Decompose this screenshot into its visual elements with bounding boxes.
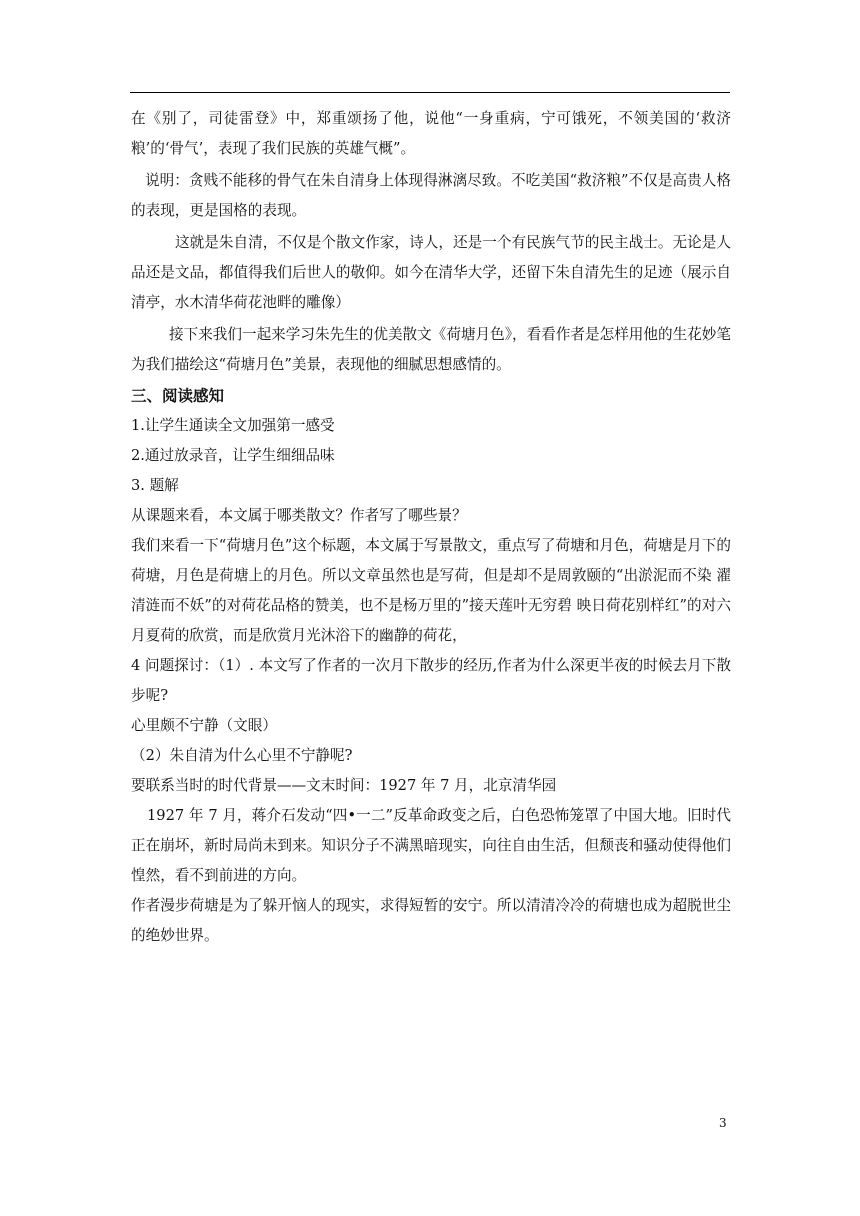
list-item: 要联系当时的时代背景——文末时间：1927 年 7 月，北京清华园 [131,777,557,794]
list-item: 1.让学生通读全文加强第一感受 [131,417,335,434]
paragraph-zhu-ziqing: 这就是朱自清，不仅是个散文作家，诗人，还是一个有民族气节的民主战士。无论是人品还是文品，都值得我们后世人的敬仰。如今在清华大学，还留下朱自清先生的足迹（展示自清亭，水木清华荷花池畔的雕像） [131,234,731,311]
list-item: 作者漫步荷塘是为了躲开恼人的现实，求得短暂的安宁。所以清清冷冷的荷塘也成为超脱世尘的绝妙世界。 [131,897,731,944]
list-item: 2.通过放录音，让学生细细品味 [131,447,335,464]
list-item: （2）朱自清为什么心里不宁静呢? [131,747,353,764]
page-body [131,104,731,951]
paragraph-explanation: 说明：贪贱不能移的骨气在朱自清身上体现得淋漓尽致。不吃美国“救济粮”不仅是高贵人格的表现，更是国格的表现。 [131,172,731,219]
header-rule [130,92,730,93]
paragraph-introduction: 接下来我们一起来学习朱先生的优美散文《荷塘月色》，看看作者是怎样用他的生花妙笔为我们描绘这“荷塘月色”美景，表现他的细腻思想感情的。 [131,326,731,373]
page-number: 3 [719,1116,727,1130]
list-item: 4 问题探讨：（1）. 本文写了作者的一次月下散步的经历,作者为什么深更半夜的时候去月下散步呢? [131,657,731,704]
list-item: 从课题来看，本文属于哪类散文？作者写了哪些景？ [131,507,467,524]
list-item: 3. 题解 [131,477,179,494]
list-item: 心里颇不宁静（文眼） [131,717,277,734]
paragraph-farewell-stuart: 在《别了，司徒雷登》中，郑重颂扬了他，说他“一身重病，宁可饿死，不领美国的‘救济粮’的‘骨气’，表现了我们民族的英雄气概”。 [131,110,731,157]
list-item: 1927 年 7 月，蒋介石发动“四•一二”反革命政变之后，白色恐怖笼罩了中国大地。旧时代正在崩坏，新时局尚未到来。知识分子不满黑暗现实，向往自由生活，但颓丧和骚动使得他们惶然，看不到前进的方向。 [131,807,731,884]
section-heading: 三、阅读感知 [131,387,225,405]
list-item: 我们来看一下“荷塘月色”这个标题，本文属于写景散文，重点写了荷塘和月色，荷塘是月下的荷塘，月色是荷塘上的月色。所以文章虽然也是写荷，但是却不是周敦颐的“出淤泥而不染 濯清涟而不妖”的对荷花品格的赞美，也不是杨万里的”接天莲叶无穷碧 映日荷花别样红”的对六月夏荷的欣赏，而是欣赏月光沐浴下的幽静的荷花， [131,537,731,644]
